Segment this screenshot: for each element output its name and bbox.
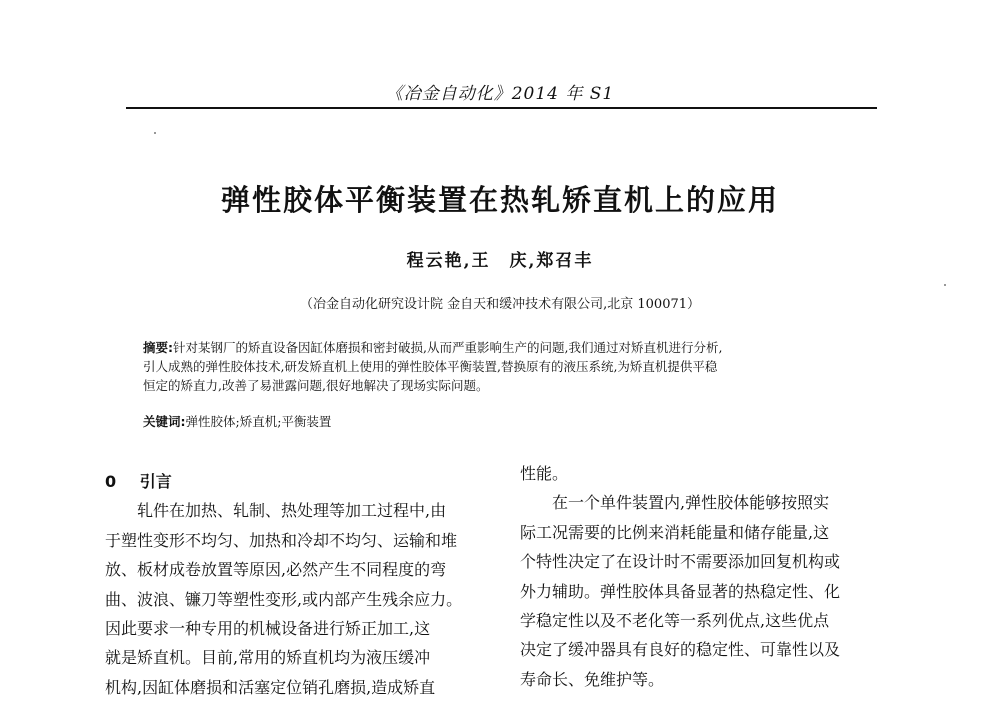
paragraph-line: 个特性决定了在设计时不需要添加回复机构或 xyxy=(520,552,841,572)
paragraph-line: 外力辅助。弹性胶体具备显著的热稳定性、化 xyxy=(520,581,841,601)
paragraph-line: 寿命长、免维护等。 xyxy=(520,669,665,689)
paper-affiliation: （冶金自动化研究设计院 金自天和缓冲技术有限公司,北京 100071） xyxy=(299,297,701,312)
abstract-line: 引人成熟的弹性胶体技术,研发矫直机上使用的弹性胶体平衡装置,替换原有的液压系统,为矫直机提供平稳 xyxy=(143,359,718,374)
abstract-line: 恒定的矫直力,改善了易泄露问题,很好地解决了现场实际问题。 xyxy=(143,378,489,393)
paper-authors: 程云艳,王 庆,郑召丰 xyxy=(406,251,594,271)
section-number: 0 xyxy=(105,472,117,491)
paragraph-line: 于塑性变形不均匀、加热和冷却不均匀、运输和堆 xyxy=(105,530,458,550)
keywords-label: 关键词: xyxy=(143,414,186,429)
paper-title: 弹性胶体平衡装置在热轧矫直机上的应用 xyxy=(220,183,779,217)
paragraph-line: 际工况需要的比例来消耗能量和储存能量,这 xyxy=(520,522,830,542)
section-heading xyxy=(105,467,487,496)
body-right-column xyxy=(520,459,900,694)
paragraph-line: 性能。 xyxy=(520,464,569,483)
scan-speck xyxy=(944,284,946,286)
abstract xyxy=(143,338,873,395)
keywords-text: 弹性胶体;矫直机;平衡装置 xyxy=(185,414,332,429)
paragraph-line: 轧件在加热、轧制、热处理等加工过程中,由 xyxy=(105,501,447,521)
paragraph-line: 因此要求一种专用的机械设备进行矫正加工,这 xyxy=(105,619,431,639)
abstract-label: 摘要: xyxy=(143,340,173,355)
section-title: 引言 xyxy=(139,472,172,491)
header-rule xyxy=(126,107,877,109)
keywords xyxy=(143,412,873,431)
paragraph-line: 就是矫直机。目前,常用的矫直机均为液压缓冲 xyxy=(105,648,431,668)
body-left-column xyxy=(105,467,487,702)
paragraph-line: 曲、波浪、镰刀等塑性变形,或内部产生残余应力。 xyxy=(105,589,463,609)
journal-header: 《冶金自动化》2014 年 S1 xyxy=(385,84,615,104)
scan-speck xyxy=(154,132,156,134)
paragraph-line: 在一个单件装置内,弹性胶体能够按照实 xyxy=(520,493,830,513)
abstract-line xyxy=(143,338,873,357)
paragraph-line: 机构,因缸体磨损和活塞定位销孔磨损,造成矫直 xyxy=(105,677,436,697)
paragraph-line: 学稳定性以及不老化等一系列优点,这些优点 xyxy=(520,611,830,631)
paragraph-line: 放、板材成卷放置等原因,必然产生不同程度的弯 xyxy=(105,560,447,580)
abstract-text: 针对某钢厂的矫直设备因缸体磨损和密封破损,从而严重影响生产的问题,我们通过对矫直机进行分析, xyxy=(173,340,723,355)
paragraph-line: 决定了缓冲器具有良好的稳定性、可靠性以及 xyxy=(520,640,841,660)
